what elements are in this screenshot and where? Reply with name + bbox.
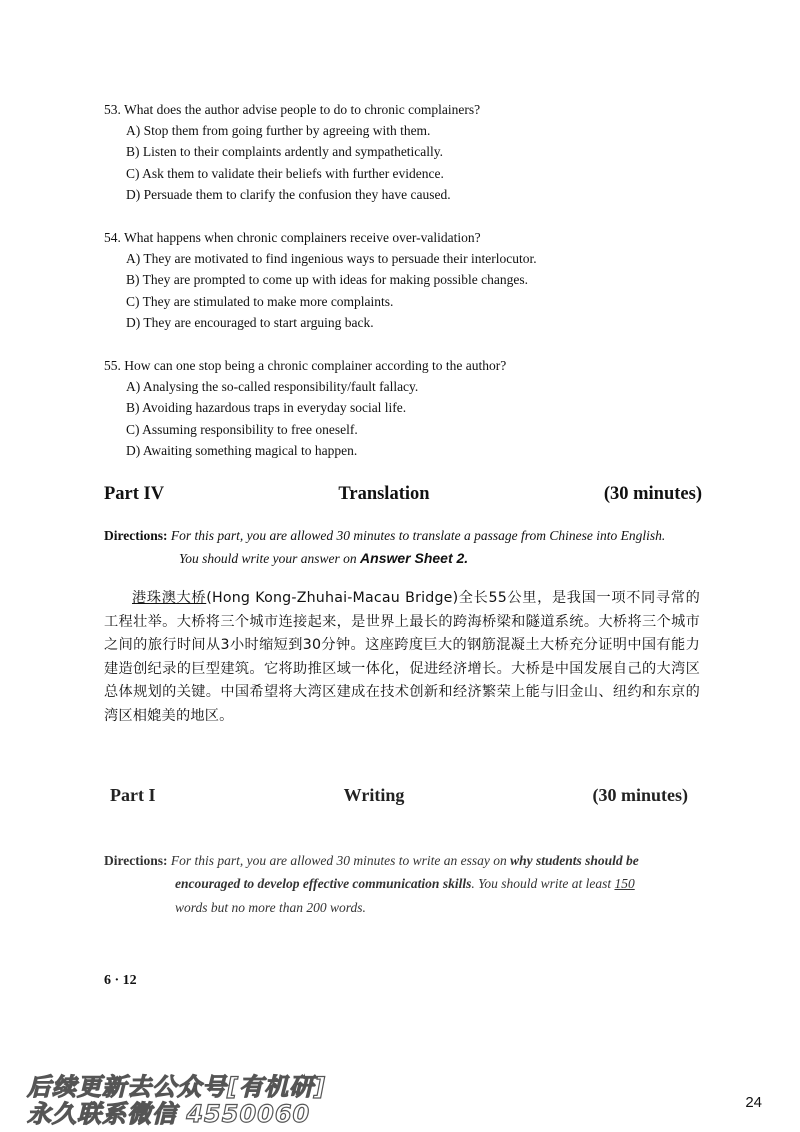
- question-stem: 54. What happens when chronic complainers receive over-validation?: [104, 230, 481, 245]
- option-a: A) They are motivated to find ingenious ways to persuade their interlocutor.: [126, 251, 537, 266]
- question-55: [104, 356, 704, 461]
- page-number: 24: [745, 1094, 762, 1111]
- directions-text: For this part, you are allowed 30 minutes to write an essay on: [170, 853, 511, 868]
- option-b: B) Avoiding hazardous traps in everyday social life.: [126, 400, 407, 416]
- part1-header: [110, 785, 688, 806]
- question-53: [104, 100, 704, 205]
- part4-time: (30 minutes): [603, 484, 702, 504]
- directions-label: Directions:: [104, 528, 168, 543]
- option-b: B) They are prompted to come up with ideas for making possible changes.: [126, 272, 529, 288]
- translation-passage: [104, 587, 700, 728]
- part1-label: Part I: [110, 785, 156, 805]
- word-count: 150: [614, 876, 635, 891]
- part1-time: (30 minutes): [592, 785, 688, 805]
- directions-label: Directions:: [104, 853, 168, 868]
- passage-text: (Hong Kong-Zhuhai-Macau Bridge)全长55公里，是我国一项不同寻常的工程壮举。大桥将三个城市连接起来，是世界上最长的跨海桥梁和隧道系统。大桥将三个城市之间的旅行时间从3小时缩短到30分钟。这座跨度巨大的钢筋混凝土大桥充分证明中国有能力建造创纪录的巨型建筑。它将助推区域一体化，促进经济增长。大桥是中国发展自己的大湾区总体规划的关键。中国希望将大湾区建成在技术创新和经济繁荣上能与旧金山、纽约和东京的湾区相媲美的地区。: [104, 590, 700, 724]
- question-54: [104, 228, 704, 333]
- page-label: 6 · 12: [104, 973, 137, 988]
- directions-text: words but no more than 200 words.: [175, 900, 366, 915]
- part1-directions: [104, 850, 704, 920]
- question-stem: 53. What does the author advise people to do to chronic complainers?: [104, 102, 481, 117]
- watermark-line: 后续更新去公众号[有机研]: [27, 1073, 326, 1101]
- part4-header: [104, 484, 702, 505]
- option-a: A) Analysing the so-called responsibility/fault fallacy.: [126, 379, 419, 394]
- option-d: D) Persuade them to clarify the confusion they have caused.: [126, 186, 451, 202]
- option-a: A) Stop them from going further by agreeing with them.: [126, 123, 431, 138]
- question-stem: 55. How can one stop being a chronic complainer according to the author?: [104, 358, 507, 373]
- answer-sheet-label: Answer Sheet 2.: [360, 550, 469, 566]
- option-d: D) Awaiting something magical to happen.: [126, 442, 358, 458]
- part1-title: Writing: [343, 785, 405, 805]
- option-c: C) Assuming responsibility to free oneself.: [126, 421, 358, 437]
- directions-text: . You should write at least: [471, 876, 615, 891]
- option-c: C) Ask them to validate their beliefs with further evidence.: [126, 165, 444, 181]
- watermark-line: 永久联系微信 4550060: [27, 1100, 311, 1128]
- directions-text: For this part, you are allowed 30 minutes to translate a passage from Chinese into English.: [170, 528, 666, 543]
- option-d: D) They are encouraged to start arguing back.: [126, 314, 374, 330]
- essay-topic: encouraged to develop effective communication skills: [175, 876, 472, 891]
- part4-label: Part IV: [104, 484, 165, 504]
- directions-text: You should write your answer on: [179, 551, 361, 566]
- part4-title: Translation: [338, 484, 430, 504]
- option-b: B) Listen to their complaints ardently and sympathetically.: [126, 144, 444, 160]
- watermark: [27, 1074, 326, 1128]
- essay-topic: why students should be: [510, 853, 639, 868]
- passage-underlined-term: 港珠澳大桥: [132, 590, 207, 606]
- option-c: C) They are stimulated to make more complaints.: [126, 293, 394, 309]
- part4-directions: [104, 525, 704, 570]
